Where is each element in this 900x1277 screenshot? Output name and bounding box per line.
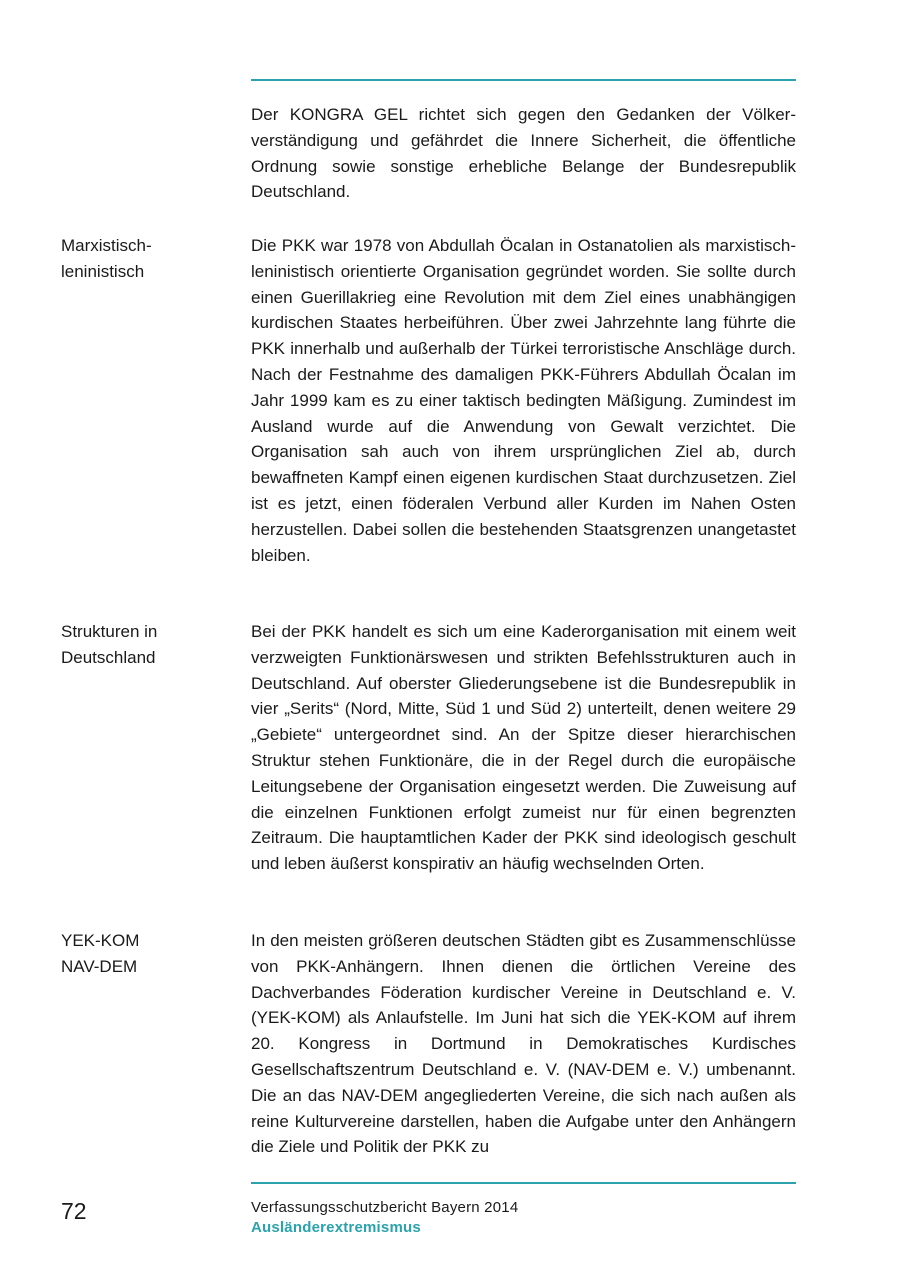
margin-label-line: NAV-DEM bbox=[61, 956, 138, 976]
top-divider bbox=[251, 79, 796, 81]
footer-report-title: Verfassungsschutzbericht Bayern 2014 bbox=[251, 1199, 519, 1216]
margin-label-strukturen bbox=[61, 619, 231, 671]
page-number: 72 bbox=[61, 1198, 87, 1224]
margin-label-line: leninistisch bbox=[61, 261, 145, 281]
paragraph-yekkom: In den meisten größeren deutschen Städten gibt es Zusammenschlüsse von PKK-Anhängern. Ihnen dienen die örtlichen Vereine des Dachverbandes Föderation kurdischer Vereine in Deutschland e. V. (YEK-KOM) als Anlaufstelle. Im Juni hat sich die YEK-KOM auf ihrem 20. Kongress in Dortmund in Demokratisches Kurdisches Gesellschaftszentrum Deutschland e. V. (NAV-DEM e. V.) umbenannt. Die an das NAV-DEM angegliederten Vereine, die sich nach außen als reine Kulturvereine darstellen, haben die Aufgabe unter den Anhängern die Ziele und Politik der PKK zu bbox=[251, 931, 796, 1157]
paragraph-strukturen: Bei der PKK handelt es sich um eine Kaderorganisation mit einem weit verzweigten Funktionärswesen und strikten Befehlsstrukturen auch in Deutschland. Auf oberster Gliederungsebene ist die Bundesrepublik in vier „Serits“ (Nord, Mitte, Süd 1 und Süd 2) unterteilt, denen weitere 29 „Gebiete“ untergeordnet sind. An der Spitze dieser hierarchischen Struktur stehen Funktionäre, die in der Regel durch die europäische Leitungsebene der Organisation eingesetzt werden. Die Zuweisung auf die einzelnen Funktionen erfolgt zumeist nur für einen begrenzten Zeitraum. Die hauptamtlichen Kader der PKK sind ideologisch geschult und leben äußerst konspirativ an häufig wechselnden Orten. bbox=[251, 622, 796, 874]
paragraph-marxistisch: Die PKK war 1978 von Abdullah Öcalan in Ostanatolien als marxistisch-leninistisch orientierte Organisation gegründet worden. Sie sollte durch einen Guerillakrieg eine Revolution mit dem Ziel eines unabhängigen kurdischen Staates herbeiführen. Über zwei Jahrzehnte lang führte die PKK innerhalb und außerhalb der Türkei terroristische Anschläge durch. Nach der Festnahme des damaligen PKK-Führers Abdullah Öcalan im Jahr 1999 kam es zu einer taktisch bedingten Mäßigung. Zumindest im Ausland wurde auf die Anwendung von Gewalt verzichtet. Die Organisation sah auch von ihrem ursprünglichen Ziel ab, durch bewaffneten Kampf einen eigenen kurdischen Staat durchzusetzen. Ziel ist es jetzt, einen föderalen Verbund aller Kurden im Nahen Osten herzustellen. Dabei sollen die bestehenden Staatsgrenzen unangetastet bleiben. bbox=[251, 236, 796, 565]
margin-label-marxistisch bbox=[61, 233, 231, 285]
margin-label-line: Deutschland bbox=[61, 647, 156, 667]
intro-paragraph: Der KONGRA GEL richtet sich gegen den Gedanken der Völkerverständigung und gefährdet die Innere Sicherheit, die öffentliche Ordnung sowie sonstige erhebliche Belange der Bundesrepublik Deutschland. bbox=[251, 105, 796, 202]
margin-label-line: Strukturen in bbox=[61, 622, 158, 641]
margin-label-line: YEK-KOM bbox=[61, 931, 140, 950]
footer-chapter: Ausländerextremismus bbox=[251, 1219, 421, 1236]
margin-label-yekkom bbox=[61, 928, 231, 980]
bottom-divider bbox=[251, 1182, 796, 1184]
margin-label-line: Marxistisch- bbox=[61, 236, 152, 255]
